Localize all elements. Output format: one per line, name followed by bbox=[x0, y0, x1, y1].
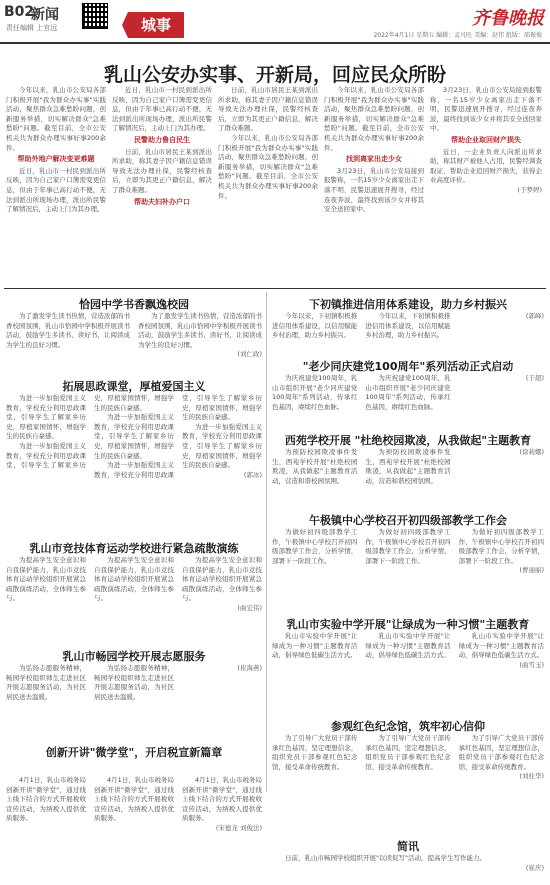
article-body: 为进一步加强爱国主义教育，学校充分利用思政课堂，引导学生了解家乡历史，厚植家国情怀，增强学生的民族自豪感。 为进一步加强爱国主义教育，学校充分利用思政课堂，引导学生了解家乡历史，厚植家国情怀，增强学生的民族自豪感。 为进一步加强爱国主义教育，学校充分利用思政课堂，引导学生了解家乡历史，厚植家国情怀，增强学生的民族自豪感。 为进一步加强爱国主义教育，学校充分利用思政课堂，引导学生了解家乡历史，厚植家国情怀，增强学生的民族自豪感。 为进一步加强爱国主义教育，学校充分利用思政课堂，引导学生了解家乡历史，厚植家国情怀，增强学生的民族自豪感。 (郭冰) bbox=[6, 394, 262, 479]
header-rule bbox=[0, 42, 550, 44]
section-tag: 城事 bbox=[128, 12, 184, 38]
article-body: 日前，乳山市畅园学校组织开展"以读促写"活动，提高学生写作能力。 (崔庆) bbox=[285, 854, 544, 872]
article-title: 恰园中学书香飘逸校园 bbox=[79, 298, 189, 311]
article-title: 乳山市畅园学校开展志愿服务 bbox=[62, 650, 206, 663]
article-body: 为庆祝建党100周年，乳山市组织开展"老少同庆建党100周年"系列活动，传承红色基因，赓续红色血脉。 为庆祝建党100周年，乳山市组织开展"老少同庆建党100周年"系列活动，传承红色基因，赓续红色血脉。 (于超) bbox=[272, 374, 544, 411]
subhead: 帮助夫妇补办户口 bbox=[134, 197, 190, 206]
lead-column-5: 3月23日，乳山市公安局接到报警称，一名15岁少女离家出走下落不明，民警迅速展开搜寻，经过连夜奔波，最终找到该少女并将其安全送回家中。 帮助企业取回财产损失 近日，一企业负责人向派出所求助，称其财产被他人占用，民警经调查取证，帮助企业追回财产损失，获得企业高度评价。 (于梦婷) bbox=[430, 86, 542, 194]
newspaper-logo: 齐鲁晚报 bbox=[472, 8, 544, 29]
article-title: 西苑学校开展 "杜绝校园欺凌，从我做起"主题教育 bbox=[284, 434, 532, 447]
article-title: 简讯 bbox=[397, 840, 419, 853]
article-body: 为了引导广大党员干部传承红色基因，坚定理想信念，组织党员干部参观红色纪念馆，接受革命传统教育。 为了引导广大党员干部传承红色基因，坚定理想信念，组织党员干部参观红色纪念馆，接受革命传统教育。 为了引导广大党员干部传承红色基因，坚定理想信念，组织党员干部参观红色纪念馆，接受革命传统教育。 (刘桂华) bbox=[272, 734, 544, 781]
article-body: 为弘扬志愿服务精神，畅园学校组织师生走进社区开展志愿服务活动，为社区居民送去温暖。 为弘扬志愿服务精神，畅园学校组织师生走进社区开展志愿服务活动，为社区居民送去温暖。 (崔海燕) bbox=[6, 664, 262, 701]
qr-code-icon bbox=[82, 3, 108, 29]
subhead: 帮助外地户解决变更难题 bbox=[17, 155, 95, 164]
article-title: 创新开讲"微学堂"，开启税宣新篇章 bbox=[45, 746, 223, 759]
lead-column-3: 日前，乳山市居民王某到派出所求助，称其妻子因户籍信息错误导致无法办理社保，民警经核查后，立即为其更正户籍信息，解决了群众难题。 今年以来，乳山市公安局各部门积极开展"我为群众办实事"实践活动，聚焦群众急难愁盼问题，创新服务举措，切实解决群众"急难愁盼"问题。截至目前，全市公安机关共为群众办理实事好事200余件。 bbox=[218, 86, 318, 200]
article-title: 午极镇中心学校召开初四级部教学工作会 bbox=[309, 514, 507, 527]
lead-column-2: 近日，乳山市一村民到派出所反映，因为自己家户口簿需变更信息，但由于年事已高行动不便，无法到派出所现场办理，派出所民警了解情况后，主动上门为其办理。 民警助力鲁自民生 日前，乳山市居民王某到派出所求助，称其妻子因户籍信息错误导致无法办理社保，民警经核查后，立即为其更正户籍信息，解决了群众难题。 帮助夫妇补办户口 bbox=[112, 86, 212, 206]
lead-column-4: 今年以来，乳山市公安局各部门积极开展"我为群众办实事"实践活动，聚焦群众急难愁盼问题，创新服务举措，切实解决群众"急难愁盼"问题。截至目前，全市公安机关共为群众办理实事好事200余件。 找到离家出走少女 3月23日，乳山市公安局接到报警称，一名15岁少女离家出走下落不明，民警迅速展开搜寻，经过连夜奔波，最终找到该少女并将其安全送回家中。 bbox=[324, 86, 424, 214]
article-title: 拓展思政课堂，厚植爱国主义 bbox=[62, 380, 206, 393]
subhead: 找到离家出走少女 bbox=[346, 155, 402, 164]
article-body: 乳山市实验中学开展"让绿成为一种习惯"主题教育活动，倡导绿色低碳生活方式。 乳山市实验中学开展"让绿成为一种习惯"主题教育活动，倡导绿色低碳生活方式。 乳山市实验中学开展"让绿成为一种习惯"主题教育活动，倡导绿色低碳生活方式。 (曲雪玉) bbox=[272, 632, 544, 669]
article-body: 为做好初四级部教学工作，午极镇中心学校召开初四级部教学工作会，分析学情，部署下一阶段工作。 为做好初四级部教学工作，午极镇中心学校召开初四级部教学工作会，分析学情，部署下一阶段工作。 为做好初四级部教学工作，午极镇中心学校召开初四级部教学工作会，分析学情，部署下一阶段工作。 (曹丽丽) bbox=[272, 528, 544, 575]
column-divider bbox=[266, 292, 267, 792]
section-name: 新闻 bbox=[31, 7, 59, 23]
subhead: 民警助力鲁自民生 bbox=[134, 135, 190, 144]
article-title: 乳山市实验中学开展"让绿成为一种习惯"主题教育 bbox=[286, 618, 530, 631]
page-number: B02 bbox=[4, 4, 35, 20]
article-title: 乳山市竞技体育运动学校进行紧急疏散演练 bbox=[29, 542, 239, 555]
article-body: 为提高学生安全意识和自我保护能力，乳山市竞技体育运动学校组织开展紧急疏散演练活动，全体师生参与。 为提高学生安全意识和自我保护能力，乳山市竞技体育运动学校组织开展紧急疏散演练活动，全体师生参与。 为提高学生安全意识和自我保护能力，乳山市竞技体育运动学校组织开展紧急疏散演练活动，全体师生参与。 (曲宏伟) bbox=[6, 556, 262, 612]
page-header bbox=[0, 0, 550, 44]
issue-date: 2022年4月1日 星期五 编辑：孟凡旺 美编：赵伟 组版：邵振俊 bbox=[373, 32, 542, 39]
article-title: 参观红色纪念馆，筑牢初心信仰 bbox=[331, 720, 485, 733]
article-title: "老少同庆建党100周年"系列活动正式启动 bbox=[302, 360, 514, 373]
article-body: 为了激发学生读书热情，营造浓郁的书香校园氛围，乳山市恰园中学积极开展读书活动，鼓励学生多读书、读好书，让阅读成为学生的良好习惯。 为了激发学生读书热情，营造浓郁的书香校园氛围，乳山市恰园中学积极开展读书活动，鼓励学生多读书、读好书，让阅读成为学生的良好习惯。 (刘仁政) bbox=[6, 312, 262, 359]
article-body: 今年以来，下初镇积极推进信用体系建设，以信用赋能乡村治理，助力乡村振兴。 今年以来，下初镇积极推进信用体系建设，以信用赋能乡村治理，助力乡村振兴。 (郭峰) bbox=[272, 312, 544, 340]
article-body: 4月1日，乳山市税务局创新开讲"微学堂"，通过线上线下结合的方式开展税收宣传活动，为纳税人提供优质服务。 4月1日，乳山市税务局创新开讲"微学堂"，通过线上线下结合的方式开展税收宣传活动，为纳税人提供优质服务。 4月1日，乳山市税务局创新开讲"微学堂"，通过线上线下结合的方式开展税收宣传活动，为纳税人提供优质服务。 (宋德龙 刘俊法) bbox=[6, 776, 262, 832]
lead-column-1: 今年以来，乳山市公安局各部门积极开展"我为群众办实事"实践活动，聚焦群众急难愁盼问题，创新服务举措，切实解决群众"急难愁盼"问题。截至目前，全市公安机关共为群众办理实事好事200余件。 帮助外地户解决变更难题 近日，乳山市一村民到派出所反映，因为自己家户口簿需变更信息，但由于年事已高行动不便，无法到派出所现场办理，派出所民警了解情况后，主动上门为其办理。 bbox=[6, 86, 106, 214]
subhead: 帮助企业取回财产损失 bbox=[451, 135, 521, 144]
article-body: 为预防校园欺凌事件发生，西苑学校开展"杜绝校园欺凌，从我做起"主题教育活动，营造和谐校园氛围。 为预防校园欺凌事件发生，西苑学校开展"杜绝校园欺凌，从我做起"主题教育活动，营造和谐校园氛围。 (徐莉娜) bbox=[272, 448, 544, 485]
byline: (于梦婷) bbox=[517, 185, 542, 194]
editor-line: 责任编辑 上官远 bbox=[6, 24, 58, 32]
article-title: 下初镇推进信用体系建设，助力乡村振兴 bbox=[309, 298, 507, 311]
main-headline: 乳山公安办实事、开新局，回应民众所盼 bbox=[103, 64, 446, 86]
divider bbox=[4, 288, 546, 289]
